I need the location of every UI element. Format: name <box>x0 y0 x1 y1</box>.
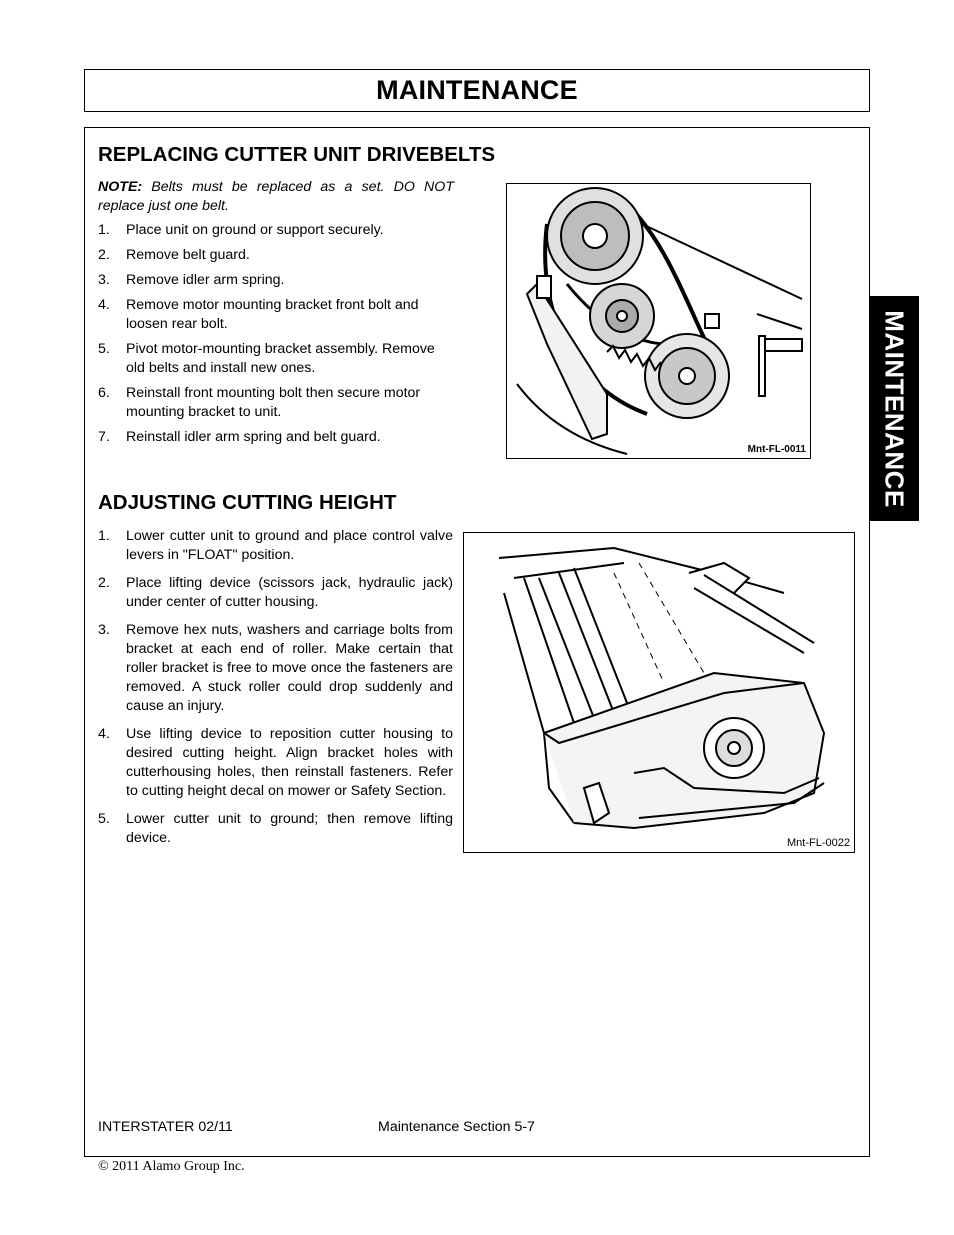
list-item <box>98 246 454 265</box>
footer-section: Maintenance Section 5-7 <box>378 1119 535 1135</box>
list-item <box>98 810 453 848</box>
list-item <box>98 621 453 716</box>
footer-model: INTERSTATER 02/11 <box>98 1119 233 1135</box>
list-item <box>98 725 453 801</box>
step-number: 4. <box>98 726 110 742</box>
drivebelt-figure <box>506 183 811 459</box>
header-box <box>84 69 870 112</box>
step-text: Remove belt guard. <box>126 247 250 263</box>
step-number: 3. <box>98 272 110 288</box>
step-number: 6. <box>98 385 110 401</box>
section-heading-cutting-height: ADJUSTING CUTTING HEIGHT <box>98 491 397 514</box>
step-number: 3. <box>98 622 110 638</box>
step-number: 7. <box>98 429 110 445</box>
step-text: Use lifting device to reposition cutter housing to desired cutting height. Align bracket holes with cutterhousing holes, then reinstall fasteners. Refer to cutting height decal on mower or Safety Section. <box>126 726 453 799</box>
step-text: Place lifting device (scissors jack, hydraulic jack) under center of cutter housing. <box>126 575 453 610</box>
step-text: Reinstall front mounting bolt then secure motor mounting bracket to unit. <box>126 385 421 420</box>
list-item <box>98 340 454 378</box>
note-text: Belts must be replaced as a set. DO NOT replace just one belt. <box>98 179 454 214</box>
section-heading-drivebelts: REPLACING CUTTER UNIT DRIVEBELTS <box>98 143 496 166</box>
step-text: Place unit on ground or support securely. <box>126 222 384 238</box>
list-item <box>98 384 454 422</box>
list-item <box>98 574 453 612</box>
step-number: 5. <box>98 811 110 827</box>
copyright: © 2011 Alamo Group Inc. <box>98 1159 245 1174</box>
list-item <box>98 271 454 290</box>
step-text: Remove hex nuts, washers and carriage bolts from bracket at each end of roller. Make certain that roller bracket is free to move once the fasteners are removed. A stuck roller could drop suddenly and cause an injury. <box>126 622 453 714</box>
step-number: 1. <box>98 528 110 544</box>
step-number: 2. <box>98 247 110 263</box>
side-tab <box>869 296 919 521</box>
step-text: Remove idler arm spring. <box>126 272 285 288</box>
list-item <box>98 296 454 334</box>
cutting-height-steps <box>98 527 453 857</box>
list-item <box>98 428 454 447</box>
step-number: 2. <box>98 575 110 591</box>
figure-caption: Mnt-FL-0011 <box>747 444 806 455</box>
step-text: Lower cutter unit to ground and place control valve levers in "FLOAT" position. <box>126 528 453 563</box>
note <box>98 178 454 216</box>
figure-caption: Mnt-FL-0022 <box>787 837 850 849</box>
step-number: 4. <box>98 297 110 313</box>
step-text: Lower cutter unit to ground; then remove lifting device. <box>126 811 453 846</box>
page-title: MAINTENANCE <box>376 75 578 105</box>
pulley-belt-illustration <box>507 184 810 458</box>
step-number: 1. <box>98 222 110 238</box>
side-tab-label: MAINTENANCE <box>879 309 910 508</box>
cutter-housing-illustration <box>464 533 854 852</box>
step-text: Reinstall idler arm spring and belt guard. <box>126 429 381 445</box>
list-item <box>98 527 453 565</box>
step-text: Remove motor mounting bracket front bolt and loosen rear bolt. <box>126 297 419 332</box>
drivebelt-steps <box>98 221 454 453</box>
cutting-height-figure <box>463 532 855 853</box>
step-number: 5. <box>98 341 110 357</box>
note-label: NOTE: <box>98 179 143 195</box>
list-item <box>98 221 454 240</box>
step-text: Pivot motor-mounting bracket assembly. Remove old belts and install new ones. <box>126 341 435 376</box>
